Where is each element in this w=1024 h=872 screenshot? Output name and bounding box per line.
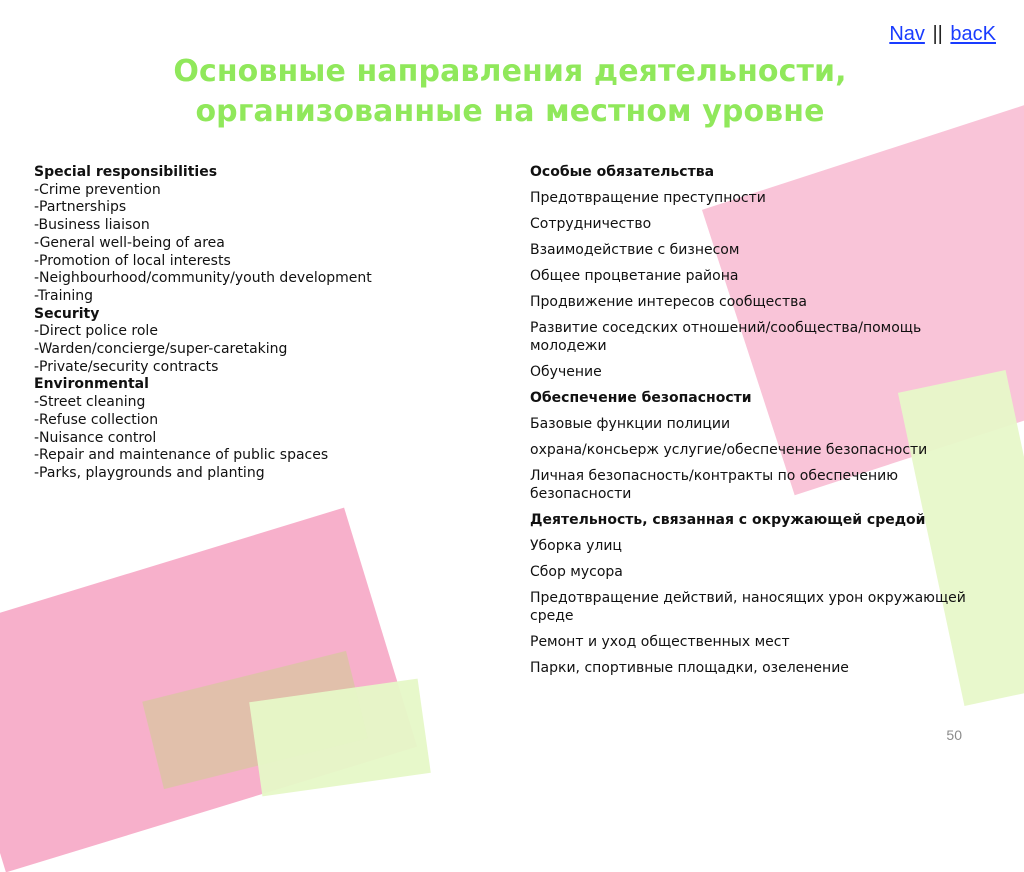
english-activity-list (34, 164, 434, 483)
russian-list-heading: Особые обязательства (530, 164, 715, 180)
russian-list-item: Взаимодействие с бизнесом (530, 242, 740, 258)
english-list-item: -Parks, playgrounds and planting (34, 464, 265, 481)
slide-title-line-1: Основные направления деятельности, (173, 54, 847, 89)
russian-list-item: Базовые функции полиции (530, 416, 731, 432)
english-list-heading: Special responsibilities (34, 164, 218, 180)
english-list-item: -Private/security contracts (34, 358, 219, 375)
russian-list-item: Продвижение интересов сообщества (530, 294, 807, 310)
english-list-item: -Partnerships (34, 199, 127, 216)
russian-list-item: Ремонт и уход общественных мест (530, 634, 790, 650)
english-list-item: -Refuse collection (34, 411, 159, 428)
english-list-item: -Crime prevention (34, 181, 161, 198)
russian-list-item: Уборка улиц (530, 538, 622, 554)
english-list-item: -Business liaison (34, 217, 150, 234)
english-list-heading: Environmental (34, 376, 149, 393)
english-list-item: -Street cleaning (34, 394, 146, 411)
russian-list-heading: Деятельность, связанная с окружающей средой (530, 512, 926, 528)
english-list-item: -Repair and maintenance of public spaces (34, 447, 329, 464)
slide-title (90, 52, 930, 132)
slide-title-line-2: организованные на местном уровне (195, 94, 825, 130)
english-list-item: -Warden/concierge/super-caretaking (34, 341, 288, 358)
english-list-heading: Security (34, 305, 100, 322)
russian-list-item: Предотвращение действий, наносящих урон окружающей среде (530, 590, 966, 624)
navigation-links (889, 24, 996, 44)
russian-list-item: Обучение (530, 364, 602, 380)
russian-list-item: Личная безопасность/контракты по обеспечению безопасности (530, 468, 899, 502)
russian-list-item: охрана/консьерж услугие/обеспечение безопасности (530, 442, 928, 458)
english-list-item: -Promotion of local interests (34, 252, 231, 269)
russian-list-item: Парки, спортивные площадки, озеленение (530, 660, 849, 676)
nav-link[interactable]: Nav (889, 23, 925, 45)
russian-activity-list (530, 163, 995, 685)
english-list-item: -General well-being of area (34, 234, 225, 251)
english-list-item: -Neighbourhood/community/youth development (34, 270, 372, 287)
back-link[interactable]: bacK (950, 23, 996, 45)
english-list-item: -Training (34, 287, 94, 304)
russian-list-item: Развитие соседских отношений/сообщества/помощь молодежи (530, 320, 922, 354)
navigation-separator: || (932, 23, 943, 45)
russian-list-item: Общее процветание района (530, 268, 739, 284)
russian-list-heading: Обеспечение безопасности (530, 390, 752, 406)
page-number: 50 (946, 727, 962, 743)
english-list-item: -Direct police role (34, 323, 158, 340)
english-list-item: -Nuisance control (34, 429, 157, 446)
russian-list-item: Сбор мусора (530, 564, 623, 580)
russian-list-item: Предотвращение преступности (530, 190, 766, 206)
russian-list-item: Сотрудничество (530, 216, 652, 232)
